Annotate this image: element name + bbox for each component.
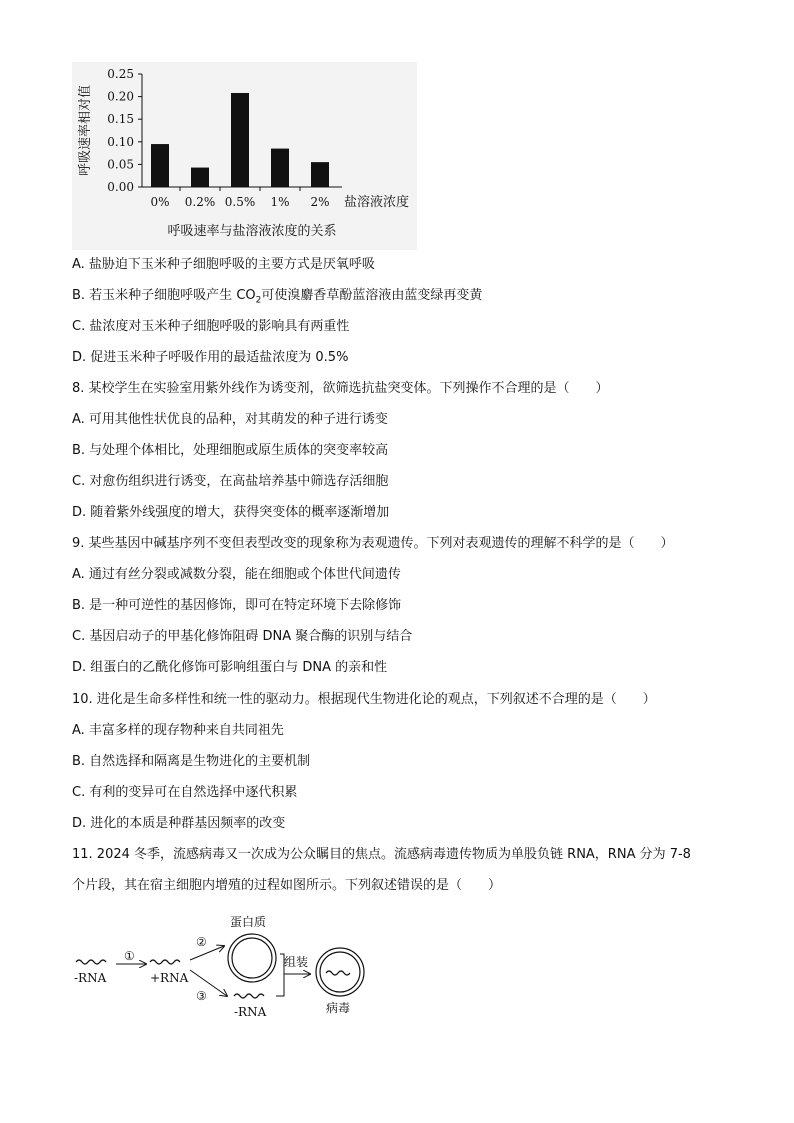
q8-option-a: A. 可用其他性状优良的品种，对其萌发的种子进行诱变 — [72, 412, 388, 427]
step1-label: ① — [124, 949, 135, 963]
chart-canvas — [72, 62, 417, 250]
q9-option-c: C. 基因启动子的甲基化修饰阻碍 DNA 聚合酶的识别与结合 — [72, 629, 413, 644]
protein-label: 蛋白质 — [230, 915, 267, 929]
q11-stem-line1: 11. 2024 冬季，流感病毒又一次成为公众瞩目的焦点。流感病毒遗传物质为单股负链 RNA，RNA 分为 7-8 — [72, 847, 691, 862]
virus-replication-diagram — [72, 908, 392, 1023]
q9-option-a: A. 通过有丝分裂或减数分裂，能在细胞或个体世代间遗传 — [72, 567, 401, 582]
respiration-bar-chart — [72, 62, 417, 250]
q10-option-c: C. 有利的变异可在自然选择中逐代积累 — [72, 785, 298, 800]
q11-stem-line2: 个片段，其在宿主细胞内增殖的过程如图所示。下列叙述错误的是（ ） — [72, 878, 502, 893]
y-tick-label: 0.25 — [107, 67, 134, 81]
bar — [271, 149, 289, 187]
q7-option-b-pre: B. 若玉米种子细胞呼吸产生 CO — [72, 288, 256, 303]
q8-option-b: B. 与处理个体相比，处理细胞或原生质体的突变率较高 — [72, 443, 389, 458]
protein-inner-circle — [232, 938, 272, 978]
neg-rna-left-label: -RNA — [74, 971, 107, 985]
q8-option-c: C. 对愈伤组织进行诱变，在高盐培养基中筛选存活细胞 — [72, 474, 389, 489]
y-tick-label: 0.20 — [107, 89, 134, 104]
q9-stem: 9. 某些基因中碱基序列不变但表型改变的现象称为表观遗传。下列对表观遗传的理解不科学的是（ ） — [72, 536, 674, 551]
bar — [311, 162, 329, 187]
y-tick-label: 0.15 — [107, 112, 134, 127]
q7-option-b-sub: 2 — [255, 295, 262, 306]
bar — [231, 93, 249, 187]
q7-option-d: D. 促进玉米种子呼吸作用的最适盐浓度为 0.5% — [72, 350, 349, 365]
q10-stem: 10. 进化是生命多样性和统一性的驱动力。根据现代生物进化论的观点，下列叙述不合理的是（ ） — [72, 692, 656, 707]
q10-option-d: D. 进化的本质是种群基因频率的改变 — [72, 816, 286, 831]
step3-label: ③ — [196, 989, 207, 1003]
pos-rna-wave — [150, 960, 180, 964]
virus-outer-circle — [316, 948, 364, 996]
q10-option-a: A. 丰富多样的现存物种来自共同祖先 — [72, 723, 284, 738]
x-tick-label: 0.5% — [224, 195, 256, 209]
x-tick-label: 0.2% — [184, 195, 216, 209]
bar — [191, 168, 209, 187]
virus-rna-wave — [326, 971, 350, 975]
q7-option-b-post: 可使溴麝香草酚蓝溶液由蓝变绿再变黄 — [261, 288, 483, 303]
protein-outer-circle — [228, 934, 276, 982]
assemble-label: 组装 — [284, 955, 309, 969]
y-tick-label: 0.05 — [107, 157, 134, 172]
neg-rna-left-wave — [76, 960, 106, 964]
assembly-bracket — [276, 954, 284, 996]
virus-inner-circle — [320, 952, 360, 992]
q8-stem: 8. 某校学生在实验室用紫外线作为诱变剂，欲筛选抗盐突变体。下列操作不合理的是（ ） — [72, 381, 609, 396]
x-tick-label: 0% — [150, 195, 170, 209]
step2-label: ② — [196, 935, 207, 949]
x-axis-label: 盐溶液浓度 — [344, 195, 410, 210]
q10-option-b: B. 自然选择和隔离是生物进化的主要机制 — [72, 754, 311, 769]
q9-option-d: D. 组蛋白的乙酰化修饰可影响组蛋白与 DNA 的亲和性 — [72, 660, 388, 675]
neg-rna-bottom-label: -RNA — [234, 1005, 267, 1019]
q9-option-b: B. 是一种可逆性的基因修饰，即可在特定环境下去除修饰 — [72, 598, 402, 613]
neg-rna-bottom-wave — [234, 994, 264, 998]
x-tick-label: 1% — [270, 195, 290, 209]
y-tick-label: 0.00 — [107, 180, 134, 194]
virus-label: 病毒 — [326, 1001, 351, 1015]
pos-rna-label: +RNA — [150, 971, 189, 985]
q7-option-a: A. 盐胁迫下玉米种子细胞呼吸的主要方式是厌氧呼吸 — [72, 257, 375, 272]
q8-option-d: D. 随着紫外线强度的增大，获得突变体的概率逐渐增加 — [72, 505, 390, 520]
q7-option-c: C. 盐浓度对玉米种子细胞呼吸的影响具有两重性 — [72, 319, 350, 334]
chart-title: 呼吸速率与盐溶液浓度的关系 — [167, 224, 337, 239]
y-tick-label: 0.10 — [107, 134, 134, 149]
bar — [151, 144, 169, 187]
q7-option-b — [72, 287, 482, 310]
y-axis-label: 呼吸速率相对值 — [78, 84, 93, 177]
x-tick-label: 2% — [310, 195, 330, 209]
